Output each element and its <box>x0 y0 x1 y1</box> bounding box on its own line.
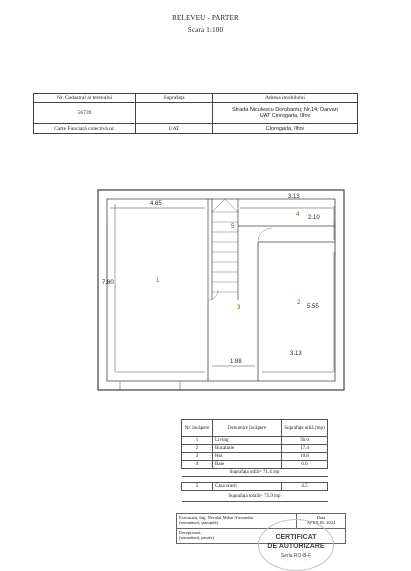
door-arc-bath <box>258 228 272 242</box>
stair-walls <box>208 199 238 300</box>
row-area: 17.4 <box>282 445 328 453</box>
grand-total: Suprafața totală= 75.9 mp <box>182 491 328 502</box>
row-nr: 1 <box>182 437 213 445</box>
dim-right-lower: 5.55 <box>307 304 319 310</box>
dim-right-upper: 2.10 <box>308 215 320 221</box>
suprafata-value <box>136 103 213 124</box>
carte-funciara-label: Carte Funciară colectivă nr. <box>34 124 136 134</box>
suprafata-label: Suprafața <box>136 94 213 103</box>
dim-left: 7.80 <box>102 280 114 286</box>
row-nr: 2 <box>182 445 213 453</box>
row-nr: 4 <box>182 461 213 469</box>
executant-sub: (semnătură, ștampilă) <box>179 520 218 525</box>
row-name: Baie <box>213 461 282 469</box>
cadastral-table <box>33 93 358 133</box>
document-scale: Scara 1:100 <box>187 26 224 34</box>
row-name: Living <box>213 437 282 445</box>
row-nr: 5 <box>182 483 213 491</box>
room-number-5: 5 <box>231 224 235 230</box>
row-nr: 3 <box>182 453 213 461</box>
stair-landing <box>212 199 238 212</box>
table-row <box>182 437 328 445</box>
window-right <box>335 222 344 257</box>
row-area: 10.8 <box>282 453 328 461</box>
dim-bottom-mid: 1.88 <box>230 359 242 365</box>
header-suprafata: Suprafața utilă (mp) <box>282 420 328 437</box>
dimension-lines <box>110 204 334 372</box>
window-left <box>98 222 107 282</box>
room-number-3: 3 <box>237 305 241 311</box>
row-area: 36.6 <box>282 437 328 445</box>
executant-label: Executant, Ing. Neculai Mihai Alexandru <box>179 515 254 520</box>
dim-top-right: 3.13 <box>288 194 300 200</box>
stamp-line-1: CERTIFICAT <box>275 534 317 541</box>
room-number-1: 1 <box>156 278 160 284</box>
room-number-4: 4 <box>296 212 300 218</box>
table-row <box>182 453 328 461</box>
useful-total: Suprafața utilă= 71.4 mp <box>182 469 328 477</box>
date-value: APRILIE, 2024 <box>306 520 336 525</box>
row-name: Casa scarii <box>213 483 282 491</box>
surfaces-table <box>181 419 328 502</box>
authorization-stamp <box>258 519 334 571</box>
header-denumire: Denumire încăpere <box>213 420 282 437</box>
stamp-line-3: Seria RO-B-F <box>280 553 312 559</box>
document-title: RELEVEU - PARTER <box>172 14 239 22</box>
window-bottom <box>120 381 180 390</box>
row-name: Bucatarie <box>213 445 282 453</box>
uat-value: Ciorogarla, Ilfov <box>213 124 358 134</box>
floor-plan <box>90 182 352 400</box>
stamp-line-2: DE AUTORIZARE <box>267 543 325 550</box>
nr-cadastral-label: Nr. Cadastral al terenului <box>34 94 136 103</box>
table-row <box>182 445 328 453</box>
address-cell <box>213 103 358 124</box>
receptionat-sub: (semnătură, parafa) <box>179 535 214 540</box>
dim-bottom-right: 3.13 <box>290 351 302 357</box>
row-area: 4.5 <box>282 483 328 491</box>
room-number-2: 2 <box>297 300 301 306</box>
header-nr: Nr. încăpere <box>182 420 213 437</box>
row-area: 6.6 <box>282 461 328 469</box>
adresa-label: Adresa imobilului <box>213 94 358 103</box>
door-arc-hall <box>208 290 218 300</box>
receptionat-label: Recepționat, <box>179 530 202 535</box>
table-row <box>182 483 328 491</box>
date-label: Data <box>316 515 326 520</box>
nr-cadastral-value: 56739 <box>34 103 136 124</box>
address-line-1: Strada Niculescu Dorobantu; Nr.14; Darvari <box>232 107 338 113</box>
uat-label: UAT <box>136 124 213 134</box>
row-name: Hol <box>213 453 282 461</box>
address-line-2: UAT Ciorogarla, Ilfov <box>259 113 311 119</box>
dim-top-left: 4.65 <box>150 201 162 207</box>
table-row <box>182 461 328 469</box>
